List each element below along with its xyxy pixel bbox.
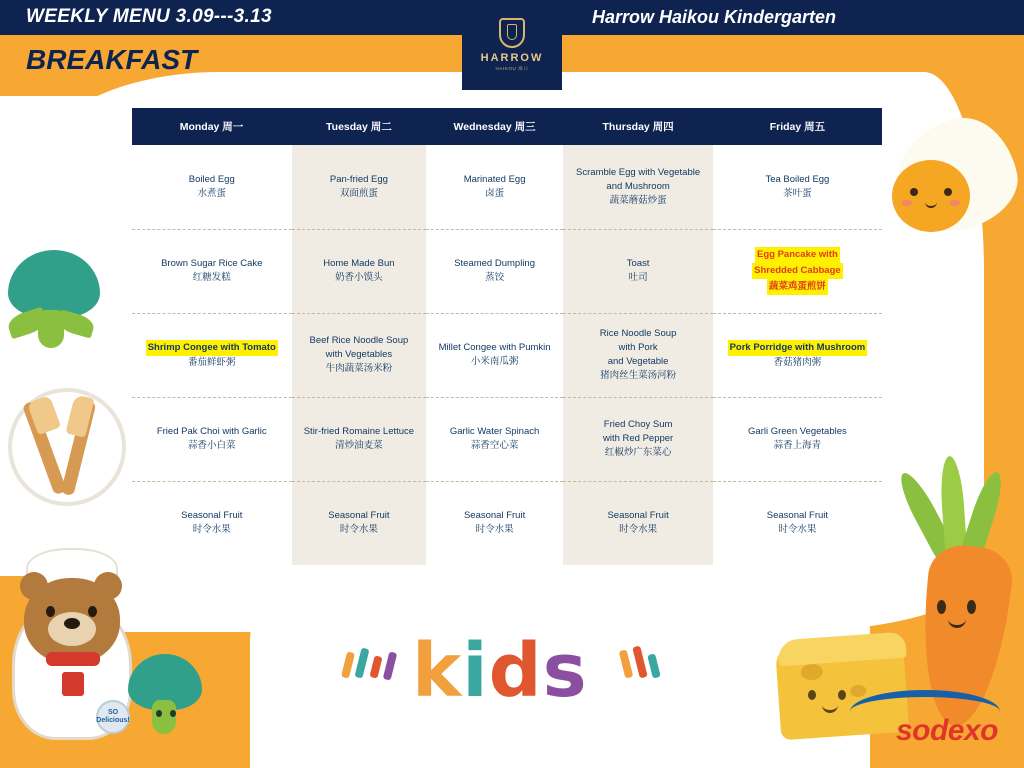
cheese-eye-right bbox=[838, 690, 846, 700]
menu-cell-line: 蒜香上海青 bbox=[773, 440, 822, 451]
menu-cell-line: with Red Pepper bbox=[602, 433, 674, 445]
menu-cell-line: with Pork bbox=[618, 342, 658, 354]
menu-cell-line: 牛肉蔬菜汤米粉 bbox=[325, 362, 393, 374]
menu-cell-line: 吐司 bbox=[628, 272, 648, 283]
menu-cell-line: Garli Green Vegetables bbox=[748, 426, 847, 438]
menu-cell-line: 时令水果 bbox=[475, 524, 514, 536]
small-broccoli-eye-left bbox=[156, 710, 162, 717]
menu-cell-line: and Mushroom bbox=[606, 180, 670, 192]
menu-cell-line: Garlic Water Spinach bbox=[449, 426, 540, 438]
menu-cell bbox=[292, 397, 427, 481]
menu-cell-line bbox=[717, 340, 877, 356]
kids-letter-i: i bbox=[462, 628, 489, 714]
menu-cell bbox=[713, 145, 881, 229]
menu-cell-line bbox=[717, 279, 877, 295]
menu-cell-line: Tea Boiled Egg bbox=[765, 173, 830, 185]
menu-cell-line: Fried Pak Choi with Garlic bbox=[156, 426, 267, 438]
table-row bbox=[132, 397, 882, 481]
menu-cell bbox=[132, 397, 292, 481]
bear-scarf bbox=[46, 652, 100, 666]
logo-subtitle: HAIKOU 海口 bbox=[495, 66, 529, 71]
menu-cell-line: 时令水果 bbox=[778, 524, 817, 536]
menu-cell-line: 番茄鲜虾粥 bbox=[188, 357, 236, 368]
mouth bbox=[925, 200, 937, 208]
menu-cell bbox=[132, 145, 292, 229]
menu-cell-line: 蔬菜蘑菇炒蛋 bbox=[609, 194, 667, 206]
bear-eye-right bbox=[88, 606, 97, 617]
menu-cell-line: Seasonal Fruit bbox=[463, 510, 526, 522]
menu-cell-line: Brown Sugar Rice Cake bbox=[161, 258, 263, 270]
menu-cell bbox=[426, 313, 563, 397]
menu-cell bbox=[292, 481, 427, 565]
menu-cell bbox=[292, 313, 427, 397]
column-header-friday: Friday 周五 bbox=[713, 108, 881, 145]
page-title: BREAKFAST bbox=[26, 44, 198, 75]
menu-cell bbox=[426, 481, 563, 565]
menu-cell-line: 蒜香空心菜 bbox=[470, 440, 519, 451]
menu-cell-line: 水煮蛋 bbox=[197, 187, 227, 199]
menu-cell bbox=[132, 313, 292, 397]
carrot-eye-left bbox=[937, 600, 946, 614]
menu-cell-line: Home Made Bun bbox=[323, 258, 395, 270]
menu-cell bbox=[713, 481, 881, 565]
menu-cell-line: 奶香小馍头 bbox=[335, 272, 383, 283]
menu-cell-line: Stir-fried Romaine Lettuce bbox=[303, 426, 415, 438]
menu-cell-line: Seasonal Fruit bbox=[766, 510, 829, 522]
menu-cell-line: Scramble Egg with Vegetable bbox=[576, 167, 701, 179]
menu-cell-line: 时令水果 bbox=[339, 524, 378, 536]
bear-nose bbox=[64, 618, 80, 629]
menu-cell bbox=[426, 145, 563, 229]
menu-cell-line: 蒸饺 bbox=[485, 272, 505, 283]
table-row bbox=[132, 313, 882, 397]
harrow-logo bbox=[462, 0, 562, 90]
menu-cell-line: Seasonal Fruit bbox=[607, 510, 669, 522]
menu-cell-line: 时令水果 bbox=[619, 524, 658, 536]
highlight-text: Shredded Cabbage bbox=[752, 263, 843, 279]
menu-cell bbox=[563, 313, 713, 397]
menu-cell bbox=[292, 145, 427, 229]
menu-cell bbox=[563, 397, 713, 481]
logo-name: HARROW bbox=[480, 52, 544, 64]
menu-cell bbox=[292, 229, 427, 313]
table-row bbox=[132, 145, 882, 229]
menu-cell-line: 香菇猪肉粥 bbox=[773, 357, 822, 368]
menu-cell-line: 红椒炒广东菜心 bbox=[604, 446, 672, 458]
sodexo-logo: sodexo bbox=[895, 714, 998, 747]
menu-cell bbox=[713, 229, 881, 313]
crest-icon bbox=[499, 18, 525, 48]
cheese-hole-2 bbox=[850, 684, 867, 697]
menu-cell-line: Marinated Egg bbox=[463, 173, 526, 185]
highlight-text: Pork Porridge with Mushroom bbox=[728, 340, 868, 356]
menu-cell-line: Millet Congee with Pumkin bbox=[438, 342, 551, 354]
menu-cell-line: 清炒油麦菜 bbox=[335, 440, 383, 451]
menu-cell bbox=[713, 313, 881, 397]
menu-cell-line: 卤蛋 bbox=[485, 187, 505, 199]
menu-cell-line: Rice Noodle Soup bbox=[599, 328, 677, 340]
kids-letter-k: k bbox=[412, 628, 463, 714]
menu-cell bbox=[563, 481, 713, 565]
column-header-tuesday: Tuesday 周二 bbox=[292, 108, 427, 145]
table-header-row bbox=[132, 108, 882, 145]
menu-cell bbox=[132, 481, 292, 565]
table-row bbox=[132, 481, 882, 565]
menu-cell bbox=[563, 145, 713, 229]
week-title: WEEKLY MENU 3.09---3.13 bbox=[26, 6, 272, 27]
bear-badge: SO Delicious! bbox=[96, 700, 130, 734]
bear-apron-tag bbox=[62, 672, 84, 696]
menu-cell-line: 双面煎蛋 bbox=[339, 187, 378, 199]
menu-cell bbox=[426, 229, 563, 313]
menu-table-body bbox=[132, 145, 882, 565]
kids-wordmark bbox=[412, 628, 588, 714]
menu-cell bbox=[132, 229, 292, 313]
menu-cell-line: 小米南瓜粥 bbox=[470, 356, 519, 367]
egg-yolk-face-icon bbox=[892, 160, 970, 232]
highlight-text: 蔬菜鸡蛋煎饼 bbox=[767, 279, 828, 295]
menu-cell bbox=[563, 229, 713, 313]
highlight-text: Egg Pancake with bbox=[755, 247, 840, 263]
highlight-text: Shrimp Congee with Tomato bbox=[146, 340, 278, 356]
bear-eye-left bbox=[46, 606, 55, 617]
menu-cell-line: Steamed Dumpling bbox=[454, 258, 535, 270]
menu-cell-line: 蒜香小白菜 bbox=[188, 440, 236, 451]
column-header-wednesday: Wednesday 周三 bbox=[426, 108, 563, 145]
menu-cell-line: Pan-fried Egg bbox=[329, 173, 388, 185]
menu-cell-line: Seasonal Fruit bbox=[328, 510, 390, 522]
carrot-eye-right bbox=[967, 600, 976, 614]
menu-cell-line: 猪肉丝生菜汤河粉 bbox=[600, 369, 677, 381]
menu-cell-line: Beef Rice Noodle Soup bbox=[309, 335, 409, 347]
menu-cell-line: Toast bbox=[626, 258, 650, 270]
menu-table bbox=[132, 108, 882, 565]
menu-cell-line: Boiled Egg bbox=[188, 173, 235, 185]
cheek-left bbox=[902, 200, 912, 206]
kids-letter-d: d bbox=[488, 628, 543, 714]
menu-cell-line: 时令水果 bbox=[192, 524, 231, 536]
menu-cell bbox=[426, 397, 563, 481]
small-broccoli-eye-right bbox=[170, 710, 176, 717]
table-row bbox=[132, 229, 882, 313]
cheese-eye-left bbox=[808, 690, 816, 700]
menu-cell-line: Fried Choy Sum bbox=[603, 419, 673, 431]
menu-cell-line bbox=[136, 340, 288, 356]
cheek-right bbox=[950, 200, 960, 206]
menu-cell-line bbox=[717, 263, 877, 279]
school-name: Harrow Haikou Kindergarten bbox=[592, 7, 837, 27]
kids-letter-s: s bbox=[542, 628, 588, 714]
menu-cell-line: with Vegetables bbox=[325, 349, 393, 361]
menu-cell bbox=[713, 397, 881, 481]
column-header-monday: Monday 周一 bbox=[132, 108, 292, 145]
menu-cell-line: and Vegetable bbox=[607, 356, 669, 367]
column-header-thursday: Thursday 周四 bbox=[563, 108, 713, 145]
small-broccoli-stem bbox=[152, 700, 176, 734]
menu-cell-line bbox=[717, 247, 877, 263]
menu-cell-line: Seasonal Fruit bbox=[181, 510, 243, 522]
menu-cell-line: 红糖发糕 bbox=[192, 272, 231, 283]
menu-cell-line: 茶叶蛋 bbox=[783, 187, 812, 199]
cheese-hole-1 bbox=[800, 663, 823, 680]
